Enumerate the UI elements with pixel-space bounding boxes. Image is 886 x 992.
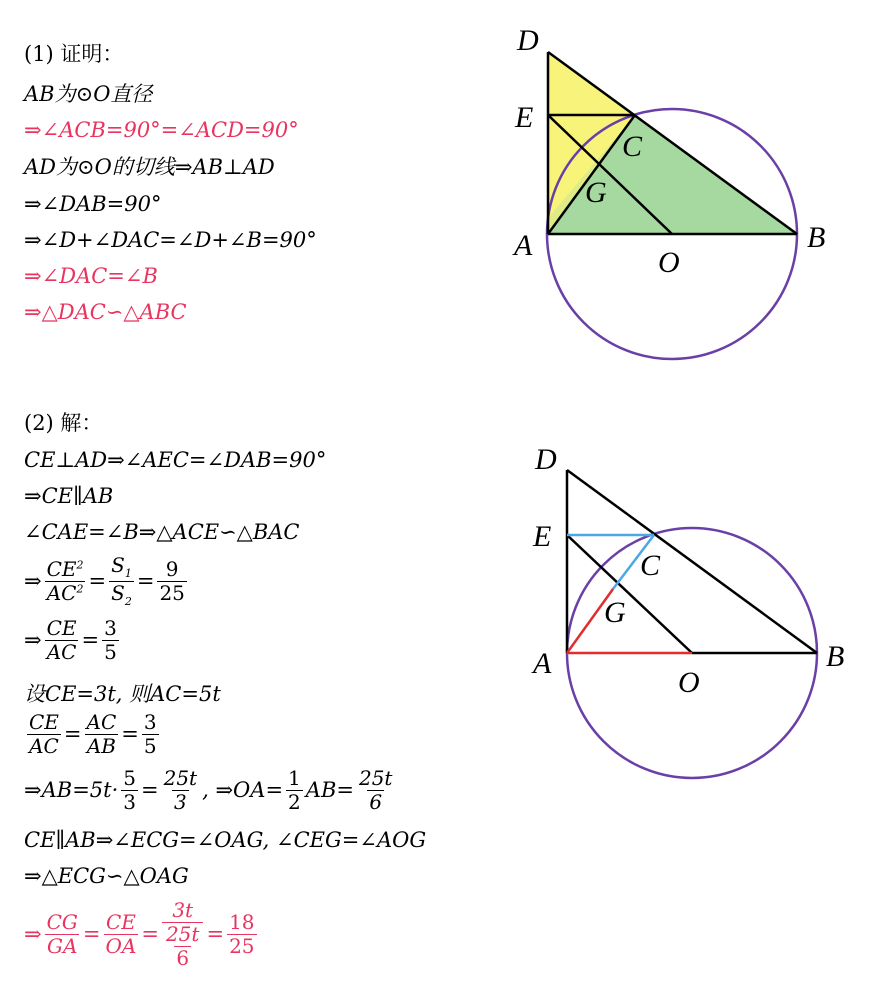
- part1-heading: (1) 证明：: [24, 42, 124, 66]
- proof-line: ⇒∠ACB=90°=∠ACD=90°: [24, 118, 299, 142]
- proof-line: ⇒∠DAC=∠B: [24, 264, 158, 288]
- solution-line: ∠CAE=∠B⇒△ACE∽△BAC: [24, 520, 300, 544]
- label-c: C: [622, 130, 643, 163]
- solution-line: CE⊥AD⇒∠AEC=∠DAB=90°: [24, 448, 327, 472]
- label-b: B: [826, 640, 845, 673]
- part2-heading: (2) 解：: [24, 411, 103, 435]
- proof-line: AD为⊙O的切线⇒AB⊥AD: [24, 155, 275, 179]
- label-g: G: [604, 596, 626, 629]
- label-e: E: [533, 520, 552, 553]
- length-line: ⇒AB=5t· $\frac{5}{3}$ = $\frac{25t}{3}$ , ⇒OA= $\frac{1}{2}$ AB= $\frac{25t}{6}$: [24, 766, 393, 814]
- label-b: B: [807, 221, 826, 254]
- proof-line: ⇒△DAC∽△ABC: [24, 300, 187, 324]
- solution-line: ⇒CE∥AB: [24, 484, 114, 508]
- label-d: D: [535, 443, 557, 476]
- ratio-area-line: ⇒ $\frac{CE^2}{AC^2}$ = $\frac{S_1}{S_2}$ = $\frac{9}{25}$: [24, 553, 185, 608]
- proof-line: AB为⊙O直径: [24, 82, 153, 106]
- label-e: E: [515, 101, 534, 134]
- similar-line: ⇒△ECG∽△OAG: [24, 864, 189, 888]
- figure1-diagram: [500, 15, 860, 365]
- proof-line: ⇒∠DAB=90°: [24, 192, 162, 216]
- figure2-diagram: [520, 430, 860, 790]
- label-c: C: [640, 549, 661, 582]
- label-a: A: [514, 229, 533, 262]
- label-g: G: [585, 176, 607, 209]
- label-o: O: [678, 666, 700, 699]
- let-line: 设CE=3t, 则AC=5t: [24, 682, 221, 706]
- label-a: A: [533, 647, 552, 680]
- proof-line: ⇒∠D+∠DAC=∠D+∠B=90°: [24, 228, 317, 252]
- label-d: D: [517, 24, 539, 57]
- result-line: ⇒ $\frac{CG}{GA}$ = $\frac{CE}{OA}$ = $\frac{3t}{\frac{25t}{6}}$ = $\frac{18}{25}$: [24, 898, 255, 970]
- label-o: O: [658, 246, 680, 279]
- segment-eo: [567, 535, 692, 653]
- parallel-line: CE∥AB⇒∠ECG=∠OAG, ∠CEG=∠AOG: [24, 828, 427, 852]
- ratio-line: ⇒ $\frac{CE}{AC}$ = $\frac{3}{5}$: [24, 616, 117, 664]
- ratio-line-2: $\frac{CE}{AC}$ = $\frac{AC}{AB}$ = $\frac{3}{5}$: [29, 710, 157, 758]
